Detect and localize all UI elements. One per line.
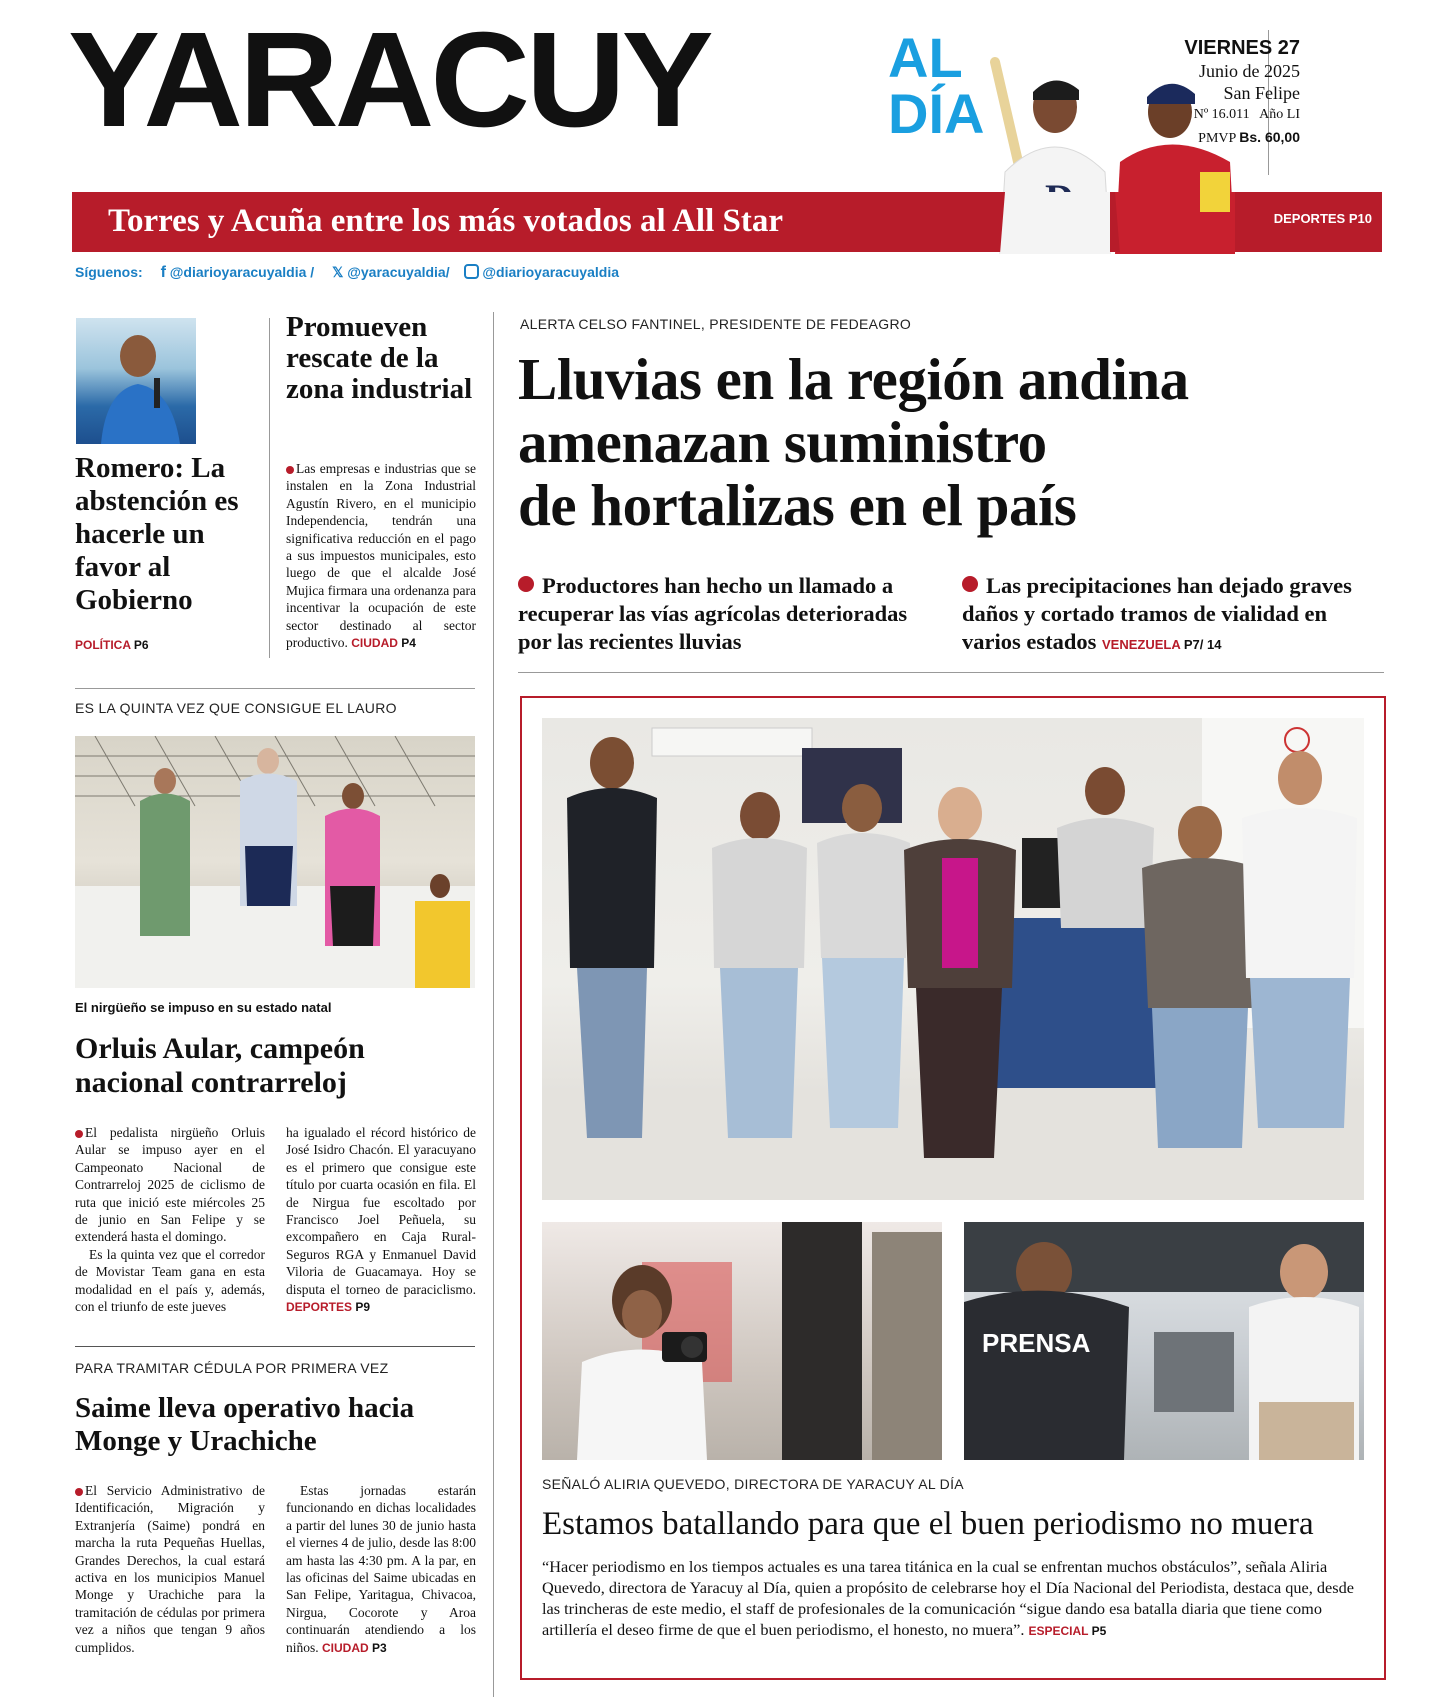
lead-headline-line-2: amenazan suministro <box>518 409 1047 475</box>
edition-info <box>1170 36 1300 150</box>
edition-city: San Felipe <box>1223 83 1300 103</box>
instagram-handle[interactable]: @diarioyaracuyaldia <box>482 264 619 280</box>
social-label: Síguenos: <box>75 264 143 280</box>
zona-headline[interactable]: Promueven rescate de la zona industrial <box>286 311 473 405</box>
lead-headline-line-1: Lluvias en la región andina <box>518 346 1189 412</box>
feature-body: “Hacer periodismo en los tiempos actuales es una tarea titánica en la cual se enfrentan muchos obstáculos”, señala Aliria Quevedo, directora de Yaracuy al Día, quien a propósito de celebrarse hoy el Día Nacional del Periodista, destaca que, desde las trincheras de este medio, el staff de profesionales de la comunicación “sigue dando esa batalla diaria que tiene como artillería el deseo firme de que el buen periodismo, el honesto, no muera”. ESPECIAL P5 <box>542 1557 1354 1639</box>
price-label: PMVP <box>1198 131 1236 146</box>
photographer-photo <box>542 1222 942 1460</box>
press-vest-text: PRENSA <box>982 1328 1091 1358</box>
feature-kicker: SEÑALÓ ALIRIA QUEVEDO, DIRECTORA DE YARACUY AL DÍA <box>542 1476 964 1492</box>
feature-headline[interactable]: Estamos batallando para que el buen periodismo no muera <box>542 1506 1314 1542</box>
lead-sub-left: Productores han hecho un llamado a recuperar las vías agrícolas deterioradas por las recientes lluvias <box>518 573 908 654</box>
saime-ref[interactable]: CIUDAD P3 <box>322 1640 387 1655</box>
masthead-al: AL <box>888 26 963 89</box>
cycling-podium-photo <box>75 736 475 988</box>
facebook-icon[interactable]: f <box>160 264 166 281</box>
social-bar <box>75 264 619 282</box>
edition-date: Junio de 2025 <box>1199 61 1300 81</box>
banner-section: DEPORTES P10 <box>1273 211 1372 226</box>
cycling-headline[interactable]: Orluis Aular, campeón nacional contrarreloj <box>75 1032 365 1099</box>
x-icon[interactable]: 𝕏 <box>332 264 344 280</box>
feature-ref[interactable]: ESPECIAL P5 <box>1028 1624 1107 1638</box>
staff-group-photo <box>542 718 1364 1200</box>
players-overlay <box>985 192 1275 254</box>
x-handle[interactable]: @yaracuyaldia/ <box>347 264 450 280</box>
lead-headline[interactable] <box>518 348 1378 537</box>
column-divider <box>493 312 494 1697</box>
saime-kicker: PARA TRAMITAR CÉDULA POR PRIMERA VEZ <box>75 1360 389 1376</box>
press-photo <box>964 1222 1364 1460</box>
cycling-ref[interactable]: DEPORTES P9 <box>286 1300 371 1315</box>
romero-photo <box>76 318 196 444</box>
cycling-caption: El nirgüeño se impuso en su estado natal <box>75 1000 332 1015</box>
instagram-icon[interactable] <box>464 264 479 279</box>
edition-year: Año LI <box>1259 107 1300 122</box>
lead-kicker: ALERTA CELSO FANTINEL, PRESIDENTE DE FEDEAGRO <box>520 316 912 332</box>
banner-headline[interactable]: Torres y Acuña entre los más votados al All Star <box>108 203 784 239</box>
cycling-body-left: El pedalista nirgüeño Orluis Aular se impuso ayer en el Campeonato Nacional de Contrarreloj 2025 de ciclismo de ruta que inició este miércoles 25 de junio en San Felipe y se extenderá hasta el domingo. Es la quinta vez que el corredor de Movistar Team gana en esta modalidad en el país y, además, con el triunfo de este jueves <box>75 1125 265 1315</box>
lead-sub-right: Las precipitaciones han dejado graves daños y cortado tramos de vialidad en varios estados VENEZUELA P7/ 14 <box>962 573 1352 654</box>
masthead-dia: DÍA <box>888 82 985 145</box>
cycling-body-right: ha igualado el récord histórico de José Isidro Chacón. El yaracuyano es el primero que consigue este título por cuarta ocasión en fila. El de Nirgua fue escoltado por Francisco Joel Peñuela, su excompañero en Caja Rural-Seguros RGA y Enmanuel David Viloria de Guacamaya. Hoy se disputa el torneo de paraciclismo. DEPORTES P9 <box>286 1125 476 1315</box>
zona-ref[interactable]: CIUDAD P4 <box>351 636 416 651</box>
edition-day: VIERNES 27 <box>1184 37 1300 59</box>
edition-number: Nº 16.011 <box>1193 107 1250 122</box>
romero-bottom-line <box>75 688 475 689</box>
romero-headline[interactable]: Romero: La abstención es hacerle un favor al Gobierno <box>75 452 239 616</box>
cycling-kicker: ES LA QUINTA VEZ QUE CONSIGUE EL LAURO <box>75 700 397 716</box>
price-value: Bs. 60,00 <box>1239 129 1300 145</box>
saime-body-left: El Servicio Administrativo de Identificación, Migración y Extranjería (Saime) pondrá en marcha la ruta Pequeñas Huellas, Grandes Derechos, la cual estará activa en los municipios Manuel Monge y Urachiche para la tramitación de cédulas por primera vez a niños que tengan 9 años cumplidos. <box>75 1483 265 1655</box>
saime-headline[interactable]: Saime lleva operativo hacia Monge y Urachiche <box>75 1392 415 1457</box>
romero-divider <box>269 318 270 658</box>
masthead-title: YARACUY <box>68 4 710 156</box>
saime-body-right: Estas jornadas estarán funcionando en dichas localidades a partir del lunes 30 de junio hasta el viernes 4 de julio, desde las 8:00 am hasta las 4:30 pm. A la par, en las oficinas del Saime ubicadas en San Felipe, Yaritagua, Chivacoa, Nirgua, Cocorote y Aroa continuarán atendiendo a los niños. CIUDAD P3 <box>286 1483 476 1655</box>
romero-ref[interactable]: POLÍTICA P6 <box>75 638 149 652</box>
lead-bottom-line <box>518 672 1384 673</box>
facebook-handle[interactable]: @diarioyaracuyaldia / <box>169 264 315 280</box>
lead-headline-line-3: de hortalizas en el país <box>518 472 1077 538</box>
zona-body: Las empresas e industrias que se instalen en la Zona Industrial Agustín Rivero, en el municipio Independencia, tendrán una significativa reducción en el pago a sus impuestos municipales, esto luego de que el alcalde José Mujica firmara una ordenanza para incentivar la ocupación de este sector destinado al sector productivo. CIUDAD P4 <box>286 461 476 651</box>
saime-top-line <box>75 1346 475 1347</box>
lead-ref[interactable]: VENEZUELA P7/ 14 <box>1102 637 1222 652</box>
